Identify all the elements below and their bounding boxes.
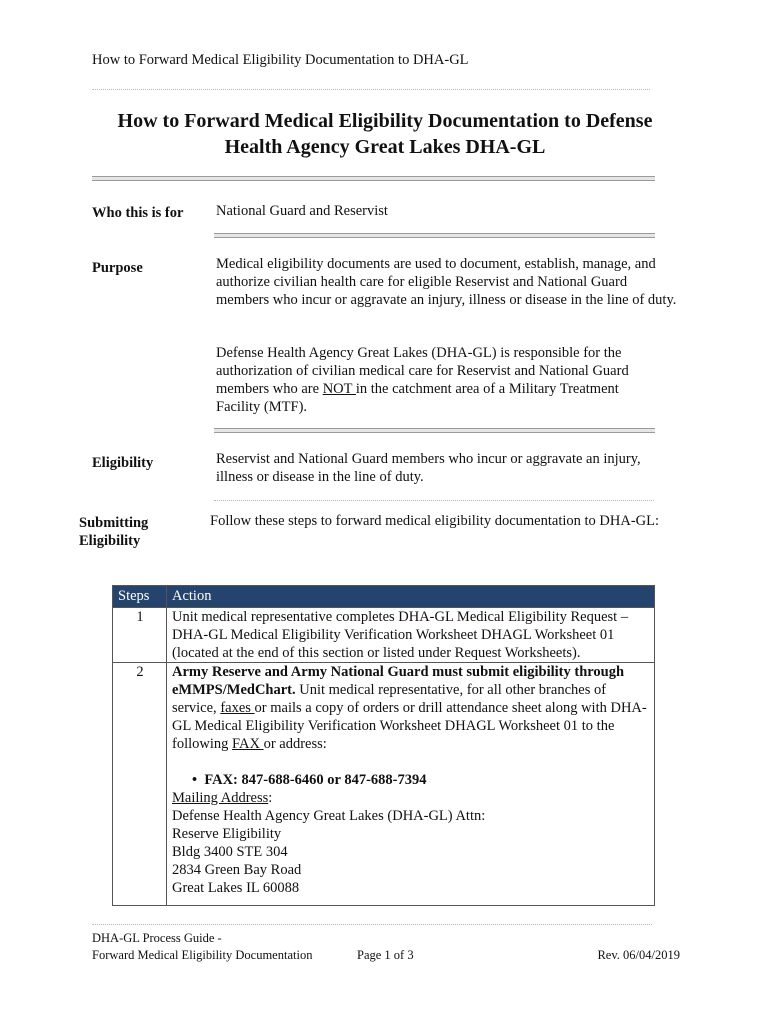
instruction-text: or address: xyxy=(263,736,327,752)
purpose-label: Purpose xyxy=(92,260,143,276)
step-number: 1 xyxy=(113,608,167,663)
mailing-label-text: Mailing Address xyxy=(172,790,269,806)
faxes-link[interactable]: faxes xyxy=(220,700,255,716)
submitting-label-line-1: Submitting xyxy=(79,515,149,531)
header-steps: Steps xyxy=(113,586,167,608)
purpose-text-b: in the catchment area of a Military Treatment Facility (MTF). xyxy=(216,381,619,415)
footer-line-2: Forward Medical Eligibility Documentation xyxy=(92,948,313,962)
submitting-text: Follow these steps to forward medical eligibility documentation to DHA-GL: xyxy=(210,513,660,529)
army-requirement: Army Reserve and Army National Guard must submit eligibility through eMMPS/MedChart. xyxy=(172,664,625,698)
who-divider xyxy=(214,233,655,238)
submitting-label-line-2: Eligibility xyxy=(79,533,141,549)
purpose-not-emphasis: NOT xyxy=(322,381,356,397)
submitting-label xyxy=(79,514,148,550)
mailing-label-colon: : xyxy=(268,790,273,806)
steps-table xyxy=(112,585,655,906)
address-line: 2834 Green Bay Road xyxy=(172,862,302,878)
fax-numbers: FAX: 847-688-6460 or 847-688-7394 xyxy=(204,772,427,788)
step-number: 2 xyxy=(113,663,167,906)
bullet-icon: • xyxy=(192,772,198,788)
header-divider xyxy=(92,89,650,90)
step-2-instructions xyxy=(172,663,650,753)
instruction-text: Unit medical representative, for all other branches of service, xyxy=(172,682,607,716)
page-title-line-2: Health Agency Great Lakes DHA-GL xyxy=(224,136,546,158)
purpose-paragraph-2 xyxy=(216,344,656,416)
mailing-address-label xyxy=(172,789,650,807)
purpose-divider xyxy=(214,428,655,433)
footer-revision: Rev. 06/04/2019 xyxy=(597,948,680,962)
footer-divider xyxy=(92,924,652,925)
header-action: Action xyxy=(167,586,655,608)
who-text: National Guard and Reservist xyxy=(216,203,388,219)
footer-guide-title xyxy=(92,930,312,964)
eligibility-divider xyxy=(214,500,654,501)
instruction-text: or mails a copy of orders or drill attendance sheet along with DHA-GL Medical Eligibility Verification Worksheet DHAGL Worksheet 01 to the following xyxy=(172,700,647,752)
footer-line-1: DHA-GL Process Guide - xyxy=(92,931,222,945)
title-divider xyxy=(92,176,655,181)
address-line: Defense Health Agency Great Lakes (DHA-GL) Attn: xyxy=(172,808,486,824)
address-line: Reserve Eligibility xyxy=(172,826,282,842)
purpose-text-a: Defense Health Agency Great Lakes (DHA-GL) is responsible for the authorization of civilian medical care for Reservist and National Guard members who are xyxy=(216,345,629,397)
purpose-paragraph-1: Medical eligibility documents are used to document, establish, manage, and authorize civilian health care for eligible Reservist and National Guard members who incur or aggravate an injury, illness or disease in the line of duty. xyxy=(216,256,677,308)
fax-link[interactable]: FAX xyxy=(232,736,264,752)
step-action xyxy=(167,663,655,906)
address-line: Great Lakes IL 60088 xyxy=(172,880,300,896)
table-row xyxy=(113,663,655,906)
page-title-line-1: How to Forward Medical Eligibility Documentation to Defense xyxy=(117,110,653,132)
running-header: How to Forward Medical Eligibility Documentation to DHA-GL xyxy=(92,52,469,68)
table-header-row xyxy=(113,586,655,608)
page-title xyxy=(92,108,678,160)
eligibility-text: Reservist and National Guard members who incur or aggravate an injury, illness or disease in the line of duty. xyxy=(216,451,641,485)
address-line: Bldg 3400 STE 304 xyxy=(172,844,288,860)
fax-numbers-bullet xyxy=(172,771,650,789)
who-label: Who this is for xyxy=(92,205,184,221)
table-row xyxy=(113,608,655,663)
eligibility-label: Eligibility xyxy=(92,455,154,471)
step-action: Unit medical representative completes DHA-GL Medical Eligibility Request – DHA-GL Medical Eligibility Verification Worksheet DHAGL Worksheet 01 (located at the end of this section or listed under Request Worksheets). xyxy=(167,608,655,663)
footer-page-number: Page 1 of 3 xyxy=(357,948,414,962)
